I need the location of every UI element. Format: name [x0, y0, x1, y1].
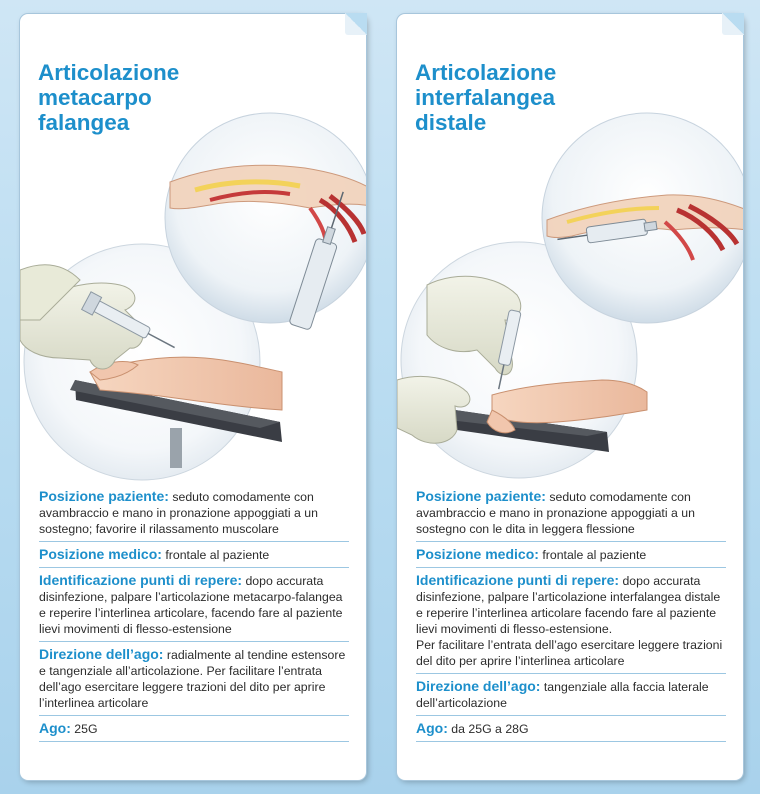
field-posizione-medico	[39, 542, 349, 568]
field-text: radialmente al tendine estensore e tangenziale all’articolazione. Per facilitare l’entrata dell’ago esercitare leggere trazioni del dito per aprire l’interlinea articolare	[39, 648, 346, 710]
field-direzione-ago	[416, 674, 726, 716]
field-text: dopo accurata disinfezione, palpare l’articolazione interfalangea distale e reperire l’interlinea articolare facendo fare al paziente lievi movimenti di flesso-estensione.	[416, 574, 721, 636]
field-label: Posizione paziente:	[39, 488, 169, 504]
card-title: Articolazione metacarpo falangea	[38, 60, 180, 135]
field-label: Ago:	[416, 720, 448, 736]
field-posizione-paziente	[416, 484, 726, 542]
info-list	[39, 484, 349, 742]
anatomy-inset	[542, 113, 743, 323]
field-label: Identificazione punti di repere:	[39, 572, 243, 588]
field-text: tangenziale alla faccia laterale dell’articolazione	[416, 680, 709, 710]
info-list	[416, 484, 726, 742]
field-text: dopo accurata disinfezione, palpare l’articolazione metacarpo-falangea e reperire l’interlinea articolare, facendo fare al paziente lievi movimenti di flesso-estensione	[39, 574, 343, 636]
field-ago	[39, 716, 349, 742]
field-posizione-paziente	[39, 484, 349, 542]
field-text-extra: Per facilitare l’entrata dell’ago esercitare leggere trazioni del dito per aprire l’interlinea articolare	[416, 638, 723, 668]
field-label: Direzione dell’ago:	[39, 646, 164, 662]
field-punti-di-repere	[39, 568, 349, 642]
field-ago	[416, 716, 726, 742]
field-label: Posizione medico:	[416, 546, 539, 562]
field-text: 25G	[70, 722, 98, 736]
field-label: Ago:	[39, 720, 71, 736]
field-label: Posizione medico:	[39, 546, 162, 562]
card-title: Articolazione interfalangea distale	[415, 60, 557, 135]
field-punti-di-repere	[416, 568, 726, 674]
field-posizione-medico	[416, 542, 726, 568]
procedure-card-metacarpo-falangea	[20, 14, 366, 780]
procedure-card-interfalangea-distale	[397, 14, 743, 780]
field-text: seduto comodamente con avambraccio e mano in pronazione appoggiati a un sostegno con le dita in leggera flessione	[416, 490, 695, 536]
injection-illustration	[397, 110, 743, 482]
field-text: frontale al paziente	[161, 548, 270, 562]
field-text: da 25G a 28G	[447, 722, 529, 736]
field-direzione-ago	[39, 642, 349, 716]
field-text: seduto comodamente con avambraccio e mano in pronazione appoggiati a un sostegno; favorire il rilassamento muscolare	[39, 490, 318, 536]
field-text: frontale al paziente	[538, 548, 647, 562]
field-label: Direzione dell’ago:	[416, 678, 541, 694]
injection-illustration	[20, 110, 366, 482]
field-label: Identificazione punti di repere:	[416, 572, 620, 588]
field-label: Posizione paziente:	[416, 488, 546, 504]
